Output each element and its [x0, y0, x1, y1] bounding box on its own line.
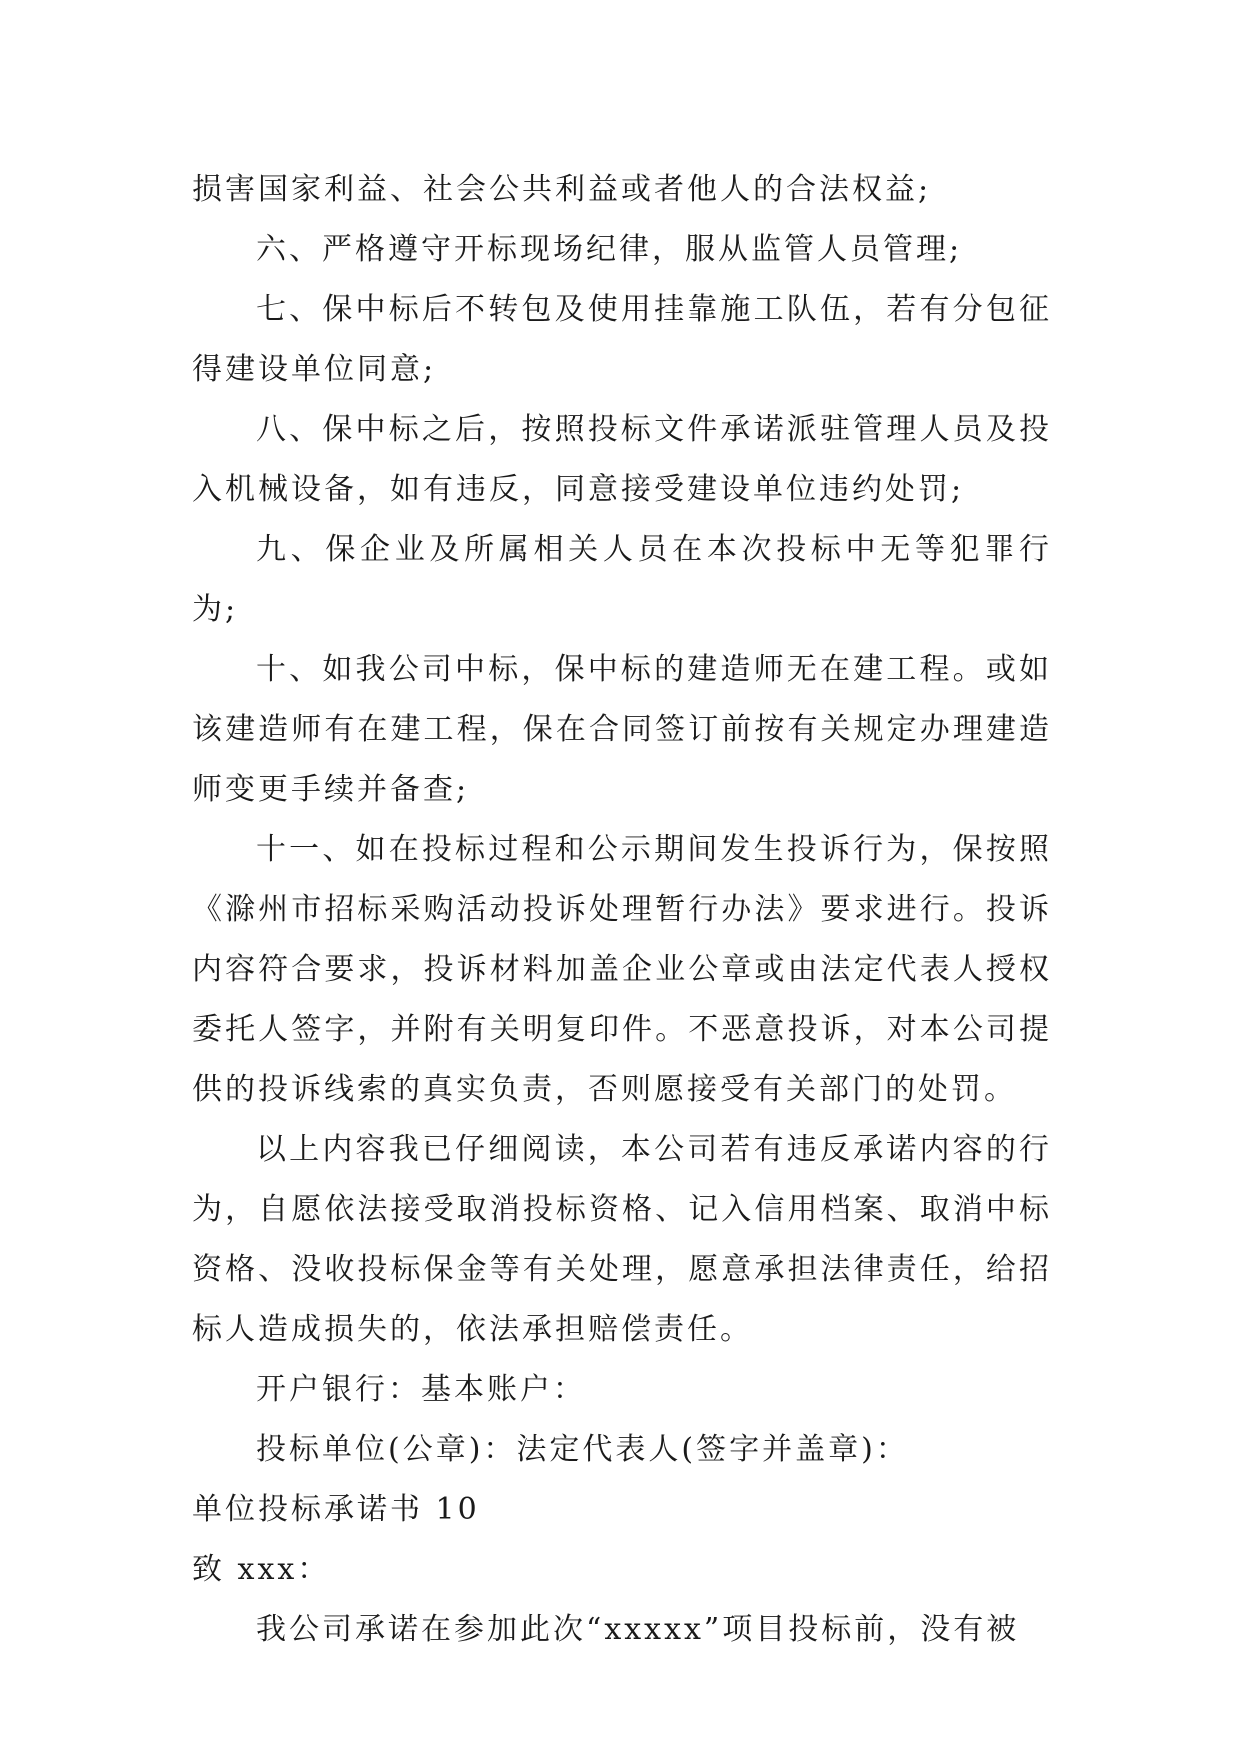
- section-heading: 单位投标承诺书 10: [192, 1492, 480, 1527]
- paragraph-item-8: 八、保中标之后，按照投标文件承诺派驻管理人员及投入机械设备，如有违反，同意接受建设单位违约处罚;: [192, 412, 1052, 507]
- paragraph-item-11: 十一、如在投标过程和公示期间发生投诉行为，保按照《滁州市招标采购活动投诉处理暂行办法》要求进行。投诉内容符合要求，投诉材料加盖企业公章或由法定代表人授权委托人签字，并附有关明复印件。不恶意投诉，对本公司提供的投诉线索的真实负责，否则愿接受有关部门的处罚。: [192, 832, 1052, 1107]
- paragraph-item-7: 七、保中标后不转包及使用挂靠施工队伍，若有分包征得建设单位同意;: [192, 292, 1052, 387]
- paragraph-continuation: 损害国家利益、社会公共利益或者他人的合法权益;: [192, 172, 932, 207]
- document-body: [192, 160, 1052, 1660]
- paragraph-bank-account: 开户银行：基本账户：: [256, 1372, 586, 1407]
- paragraph-item-9: 九、保企业及所属相关人员在本次投标中无等犯罪行为;: [192, 532, 1052, 627]
- paragraph-commitment: 我公司承诺在参加此次“xxxxx”项目投标前，没有被: [256, 1612, 1020, 1647]
- salutation: 致 xxx：: [192, 1552, 331, 1587]
- paragraph-signature: 投标单位(公章)：法定代表人(签字并盖章)：: [256, 1432, 909, 1467]
- paragraph-declaration: 以上内容我已仔细阅读，本公司若有违反承诺内容的行为，自愿依法接受取消投标资格、记入信用档案、取消中标资格、没收投标保金等有关处理，愿意承担法律责任，给招标人造成损失的，依法承担赔偿责任。: [192, 1132, 1052, 1347]
- paragraph-item-10: 十、如我公司中标，保中标的建造师无在建工程。或如该建造师有在建工程，保在合同签订前按有关规定办理建造师变更手续并备查;: [192, 652, 1052, 807]
- paragraph-item-6: 六、严格遵守开标现场纪律，服从监管人员管理;: [256, 232, 963, 267]
